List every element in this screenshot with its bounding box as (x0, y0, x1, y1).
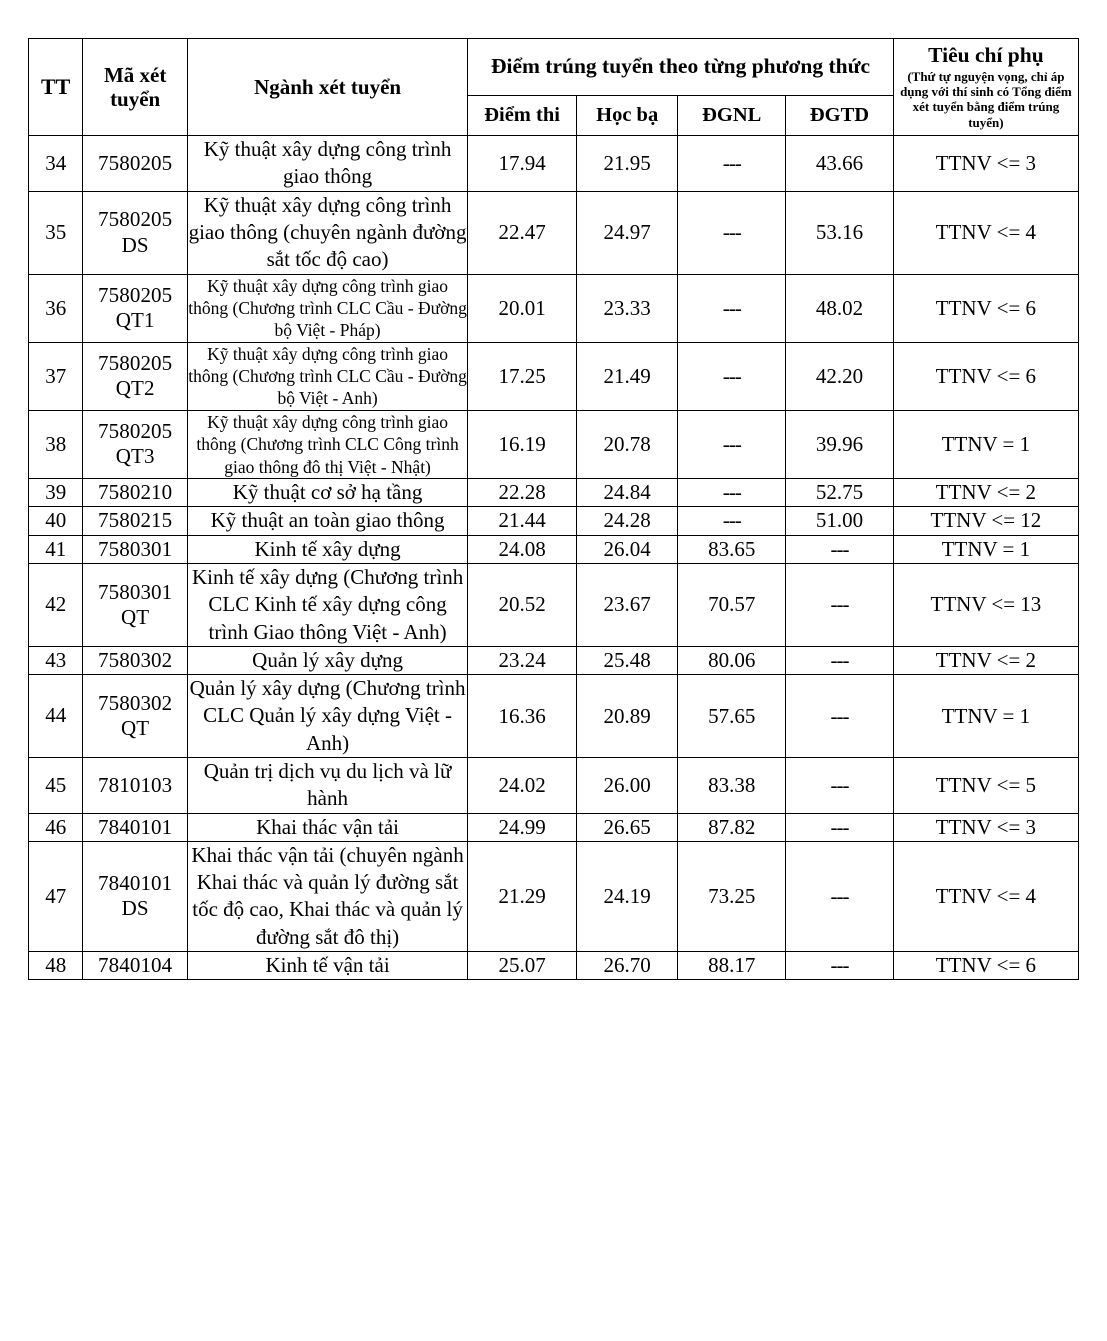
cell-nganh-xet-tuyen: Kinh tế vận tải (187, 952, 467, 980)
cell-nganh-xet-tuyen: Kinh tế xây dựng (Chương trình CLC Kinh tế xây dựng công trình Giao thông Việt - Anh) (187, 563, 467, 646)
cell-dgnl: --- (678, 274, 786, 342)
cell-ma-xet-tuyen: 7580205 DS (83, 191, 188, 274)
cell-dgtd: 52.75 (786, 479, 894, 507)
cell-dgtd: --- (786, 813, 894, 841)
cell-nganh-xet-tuyen: Kinh tế xây dựng (187, 535, 467, 563)
cell-nganh-xet-tuyen: Khai thác vận tải (chuyên ngành Khai thác và quản lý đường sắt tốc độ cao, Khai thác và quản lý đường sắt đô thị) (187, 841, 467, 951)
cell-tieu-chi-phu: TTNV = 1 (893, 535, 1078, 563)
cell-nganh-xet-tuyen: Kỹ thuật xây dựng công trình giao thông (chuyên ngành đường sắt tốc độ cao) (187, 191, 467, 274)
cell-nganh-xet-tuyen: Quản lý xây dựng (Chương trình CLC Quản lý xây dựng Việt - Anh) (187, 675, 467, 758)
cell-dgtd: --- (786, 675, 894, 758)
cell-dgnl: 70.57 (678, 563, 786, 646)
cell-tieu-chi-phu: TTNV <= 2 (893, 646, 1078, 674)
table-row (29, 191, 1079, 274)
cell-tt: 38 (29, 410, 83, 478)
cell-diem-thi: 17.25 (468, 342, 577, 410)
cell-dgnl: 83.65 (678, 535, 786, 563)
cell-tt: 40 (29, 507, 83, 535)
cell-dgnl: --- (678, 136, 786, 192)
cell-dgnl: --- (678, 342, 786, 410)
cell-ma-xet-tuyen: 7580210 (83, 479, 188, 507)
cell-dgtd: 53.16 (786, 191, 894, 274)
table-body (29, 136, 1079, 980)
cell-hoc-ba: 23.67 (576, 563, 677, 646)
cell-ma-xet-tuyen: 7580215 (83, 507, 188, 535)
column-header-tieu-chi-phu (893, 39, 1078, 136)
table-row (29, 507, 1079, 535)
cell-nganh-xet-tuyen: Kỹ thuật cơ sở hạ tầng (187, 479, 467, 507)
cell-tt: 35 (29, 191, 83, 274)
cell-tieu-chi-phu: TTNV <= 3 (893, 813, 1078, 841)
table-row (29, 646, 1079, 674)
cell-dgtd: --- (786, 563, 894, 646)
cell-tieu-chi-phu: TTNV = 1 (893, 675, 1078, 758)
cell-ma-xet-tuyen: 7840104 (83, 952, 188, 980)
cell-ma-xet-tuyen: 7580302 QT (83, 675, 188, 758)
tieu-chi-phu-title: Tiêu chí phụ (928, 43, 1044, 67)
cell-nganh-xet-tuyen: Kỹ thuật an toàn giao thông (187, 507, 467, 535)
cell-nganh-xet-tuyen: Kỹ thuật xây dựng công trình giao thông (187, 136, 467, 192)
cell-dgtd: 39.96 (786, 410, 894, 478)
table-row (29, 136, 1079, 192)
cell-tt: 44 (29, 675, 83, 758)
cell-dgtd: --- (786, 535, 894, 563)
table-row (29, 563, 1079, 646)
table-row (29, 952, 1079, 980)
cell-ma-xet-tuyen: 7580301 (83, 535, 188, 563)
table-row (29, 535, 1079, 563)
cell-hoc-ba: 26.70 (576, 952, 677, 980)
cell-tieu-chi-phu: TTNV = 1 (893, 410, 1078, 478)
table-row (29, 342, 1079, 410)
column-header-tt: TT (29, 39, 83, 136)
cell-tieu-chi-phu: TTNV <= 4 (893, 841, 1078, 951)
cell-dgnl: --- (678, 479, 786, 507)
cell-tt: 42 (29, 563, 83, 646)
column-header-diem-thi: Điểm thi (468, 95, 577, 135)
cell-diem-thi: 16.19 (468, 410, 577, 478)
cell-ma-xet-tuyen: 7580302 (83, 646, 188, 674)
cell-ma-xet-tuyen: 7580205 QT3 (83, 410, 188, 478)
column-header-dgnl: ĐGNL (678, 95, 786, 135)
cell-tt: 36 (29, 274, 83, 342)
cell-dgtd: --- (786, 841, 894, 951)
cell-tt: 34 (29, 136, 83, 192)
cell-tt: 48 (29, 952, 83, 980)
table-row (29, 841, 1079, 951)
cell-nganh-xet-tuyen: Quản trị dịch vụ du lịch và lữ hành (187, 758, 467, 814)
table-row (29, 274, 1079, 342)
cell-tt: 39 (29, 479, 83, 507)
table-header (29, 39, 1079, 136)
cell-hoc-ba: 25.48 (576, 646, 677, 674)
cell-tieu-chi-phu: TTNV <= 6 (893, 274, 1078, 342)
cell-hoc-ba: 24.97 (576, 191, 677, 274)
cell-dgtd: --- (786, 758, 894, 814)
cell-ma-xet-tuyen: 7580301 QT (83, 563, 188, 646)
cell-hoc-ba: 26.00 (576, 758, 677, 814)
cell-tieu-chi-phu: TTNV <= 3 (893, 136, 1078, 192)
cell-ma-xet-tuyen: 7840101 (83, 813, 188, 841)
cell-nganh-xet-tuyen: Kỹ thuật xây dựng công trình giao thông (Chương trình CLC Cầu - Đường bộ Việt - Pháp) (188, 275, 467, 341)
cell-tieu-chi-phu: TTNV <= 13 (893, 563, 1078, 646)
cell-diem-thi: 20.01 (468, 274, 577, 342)
table-row (29, 410, 1079, 478)
table-row (29, 675, 1079, 758)
cell-dgnl: --- (678, 410, 786, 478)
cell-dgnl: 87.82 (678, 813, 786, 841)
cell-ma-xet-tuyen: 7580205 QT1 (83, 274, 188, 342)
cell-nganh-xet-tuyen: Kỹ thuật xây dựng công trình giao thông (Chương trình CLC Công trình giao thông đô thị Việt - Nhật) (187, 410, 467, 478)
cell-hoc-ba: 20.78 (576, 410, 677, 478)
cell-tt: 37 (29, 342, 83, 410)
cell-dgnl: 57.65 (678, 675, 786, 758)
cell-diem-thi: 22.47 (468, 191, 577, 274)
cell-tieu-chi-phu: TTNV <= 5 (893, 758, 1078, 814)
table-row (29, 758, 1079, 814)
column-header-dgtd: ĐGTD (786, 95, 894, 135)
cell-dgnl: --- (678, 507, 786, 535)
cell-tieu-chi-phu: TTNV <= 4 (893, 191, 1078, 274)
cell-diem-thi: 21.44 (468, 507, 577, 535)
cell-diem-thi: 17.94 (468, 136, 577, 192)
cell-dgtd: --- (786, 646, 894, 674)
column-header-hoc-ba: Học bạ (576, 95, 677, 135)
column-header-nganh-xet-tuyen: Ngành xét tuyển (187, 39, 467, 136)
cell-dgtd: 42.20 (786, 342, 894, 410)
cell-ma-xet-tuyen: 7810103 (83, 758, 188, 814)
cell-dgtd: --- (786, 952, 894, 980)
cell-diem-thi: 25.07 (468, 952, 577, 980)
cell-dgtd: 51.00 (786, 507, 894, 535)
cell-dgtd: 43.66 (786, 136, 894, 192)
cell-tieu-chi-phu: TTNV <= 6 (893, 952, 1078, 980)
cell-hoc-ba: 21.95 (576, 136, 677, 192)
cell-ma-xet-tuyen: 7580205 QT2 (83, 342, 188, 410)
cell-diem-thi: 20.52 (468, 563, 577, 646)
cell-tieu-chi-phu: TTNV <= 2 (893, 479, 1078, 507)
cell-tt: 47 (29, 841, 83, 951)
cell-diem-thi: 23.24 (468, 646, 577, 674)
cell-tieu-chi-phu: TTNV <= 12 (893, 507, 1078, 535)
cell-diem-thi: 22.28 (468, 479, 577, 507)
cell-tt: 45 (29, 758, 83, 814)
cell-diem-thi: 24.02 (468, 758, 577, 814)
cell-ma-xet-tuyen: 7580205 (83, 136, 188, 192)
cell-hoc-ba: 26.65 (576, 813, 677, 841)
column-header-diem-trung-tuyen-group: Điểm trúng tuyển theo từng phương thức (468, 39, 894, 96)
cell-diem-thi: 16.36 (468, 675, 577, 758)
cell-hoc-ba: 24.19 (576, 841, 677, 951)
cell-dgnl: 88.17 (678, 952, 786, 980)
cell-tt: 41 (29, 535, 83, 563)
cell-hoc-ba: 24.84 (576, 479, 677, 507)
cell-diem-thi: 21.29 (468, 841, 577, 951)
cell-nganh-xet-tuyen: Khai thác vận tải (187, 813, 467, 841)
cell-hoc-ba: 24.28 (576, 507, 677, 535)
cell-nganh-xet-tuyen: Quản lý xây dựng (187, 646, 467, 674)
cell-dgnl: --- (678, 191, 786, 274)
cell-dgnl: 83.38 (678, 758, 786, 814)
table-row (29, 813, 1079, 841)
cell-diem-thi: 24.08 (468, 535, 577, 563)
cell-hoc-ba: 23.33 (576, 274, 677, 342)
cell-dgtd: 48.02 (786, 274, 894, 342)
table-row (29, 479, 1079, 507)
cell-nganh-xet-tuyen: Kỹ thuật xây dựng công trình giao thông (Chương trình CLC Cầu - Đường bộ Việt - Anh) (188, 343, 467, 409)
cell-dgnl: 73.25 (678, 841, 786, 951)
admission-scores-table (28, 38, 1079, 980)
cell-diem-thi: 24.99 (468, 813, 577, 841)
cell-tt: 46 (29, 813, 83, 841)
tieu-chi-phu-note: (Thứ tự nguyện vọng, chỉ áp dụng với thí sinh có Tổng điểm xét tuyển bằng điểm trúng tuyển) (900, 68, 1072, 130)
cell-hoc-ba: 20.89 (576, 675, 677, 758)
cell-dgnl: 80.06 (678, 646, 786, 674)
cell-ma-xet-tuyen: 7840101 DS (83, 841, 188, 951)
cell-hoc-ba: 26.04 (576, 535, 677, 563)
cell-hoc-ba: 21.49 (576, 342, 677, 410)
cell-tieu-chi-phu: TTNV <= 6 (893, 342, 1078, 410)
column-header-ma-xet-tuyen: Mã xét tuyển (83, 39, 188, 136)
cell-tt: 43 (29, 646, 83, 674)
